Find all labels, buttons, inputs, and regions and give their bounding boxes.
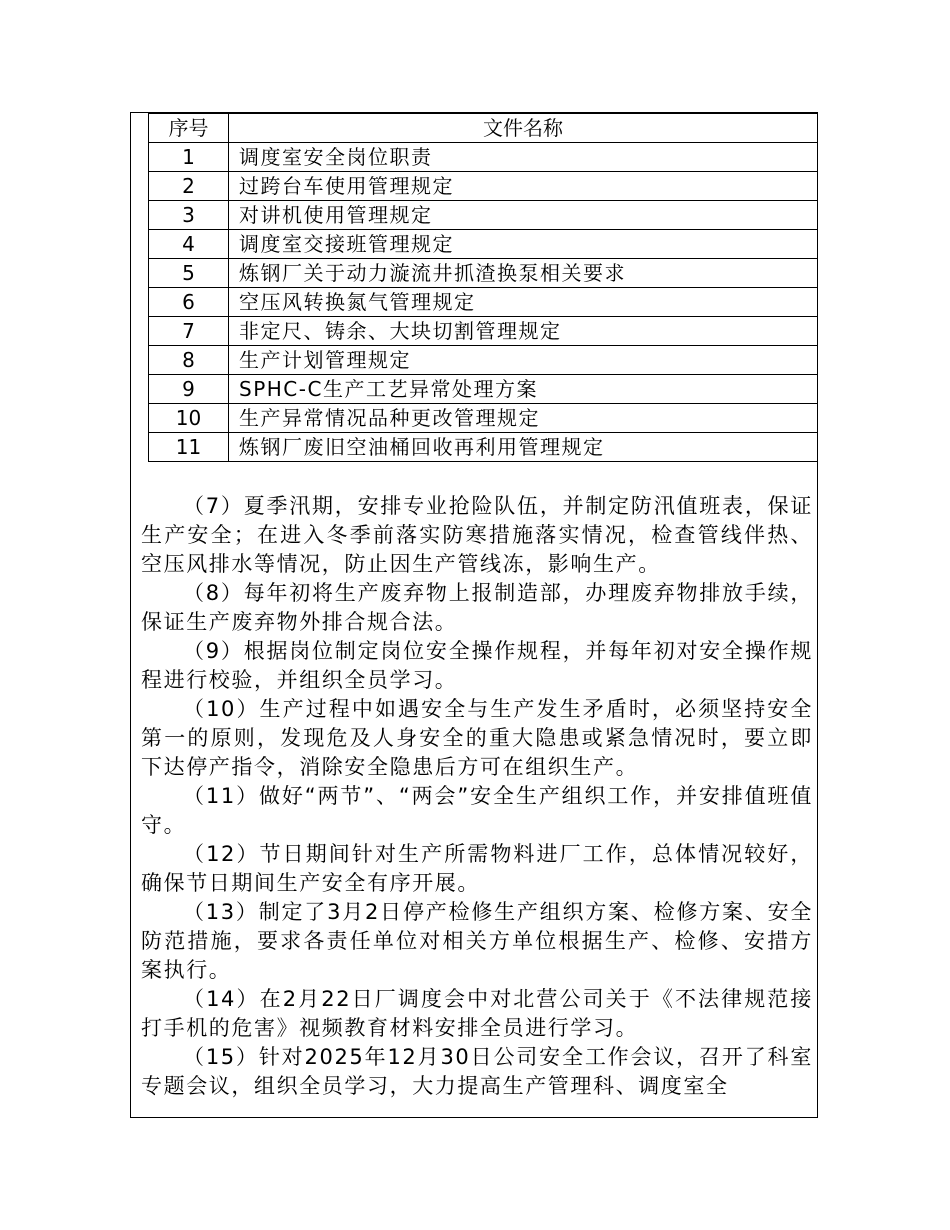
file-list-table	[148, 113, 818, 462]
row-file-name: 生产计划管理规定	[229, 346, 818, 375]
paragraph: （8）每年初将生产废弃物上报制造部，办理废弃物排放手续，保证生产废弃物外排合规合法。	[141, 581, 813, 634]
row-index: 2	[149, 172, 229, 201]
table-header-row	[149, 114, 818, 143]
row-file-name: 调度室安全岗位职责	[229, 143, 818, 172]
body-text	[141, 492, 813, 1101]
paragraph: （10）生产过程中如遇安全与生产发生矛盾时，必须坚持安全第一的原则，发现危及人身安全的重大隐患或紧急情况时，要立即下达停产指令，消除安全隐患后方可在组织生产。	[141, 697, 813, 779]
row-file-name: 炼钢厂关于动力漩流井抓渣换泵相关要求	[229, 259, 818, 288]
row-file-name: 空压风转换氮气管理规定	[229, 288, 818, 317]
row-index: 3	[149, 201, 229, 230]
row-index: 5	[149, 259, 229, 288]
table-row	[149, 433, 818, 462]
paragraph: （9）根据岗位制定岗位安全操作规程，并每年初对安全操作规程进行校验，并组织全员学习。	[141, 639, 813, 692]
paragraph: （12）节日期间针对生产所需物料进厂工作，总体情况较好，确保节日期间生产安全有序开展。	[141, 842, 813, 895]
table-row	[149, 201, 818, 230]
table-row	[149, 404, 818, 433]
header-index: 序号	[149, 114, 229, 143]
row-index: 9	[149, 375, 229, 404]
row-index: 6	[149, 288, 229, 317]
paragraph: （14）在2月22日厂调度会中对北营公司关于《不法律规范接打手机的危害》视频教育材料安排全员进行学习。	[141, 987, 813, 1040]
row-index: 1	[149, 143, 229, 172]
paragraph: （7）夏季汛期，安排专业抢险队伍，并制定防汛值班表，保证生产安全；在进入冬季前落实防寒措施落实情况，检查管线伴热、空压风排水等情况，防止因生产管线冻，影响生产。	[141, 494, 813, 576]
paragraph: （11）做好“两节”、“两会”安全生产组织工作，并安排值班值守。	[141, 784, 813, 837]
row-file-name: 生产异常情况品种更改管理规定	[229, 404, 818, 433]
row-file-name: 过跨台车使用管理规定	[229, 172, 818, 201]
header-file-name: 文件名称	[229, 114, 818, 143]
row-index: 7	[149, 317, 229, 346]
row-file-name: 非定尺、铸余、大块切割管理规定	[229, 317, 818, 346]
row-file-name: SPHC-C生产工艺异常处理方案	[229, 375, 818, 404]
table-row	[149, 375, 818, 404]
table-row	[149, 317, 818, 346]
row-file-name: 调度室交接班管理规定	[229, 230, 818, 259]
row-index: 8	[149, 346, 229, 375]
table-row	[149, 259, 818, 288]
table-row	[149, 143, 818, 172]
paragraph: （13）制定了3月2日停产检修生产组织方案、检修方案、安全防范措施，要求各责任单位对相关方单位根据生产、检修、安措方案执行。	[141, 900, 813, 982]
row-file-name: 炼钢厂废旧空油桶回收再利用管理规定	[229, 433, 818, 462]
row-index: 10	[149, 404, 229, 433]
table-row	[149, 172, 818, 201]
table-row	[149, 346, 818, 375]
table-row	[149, 288, 818, 317]
paragraph: （15）针对2025年12月30日公司安全工作会议，召开了科室专题会议，组织全员学习，大力提高生产管理科、调度室全	[141, 1045, 813, 1098]
table-row	[149, 230, 818, 259]
row-file-name: 对讲机使用管理规定	[229, 201, 818, 230]
row-index: 11	[149, 433, 229, 462]
row-index: 4	[149, 230, 229, 259]
